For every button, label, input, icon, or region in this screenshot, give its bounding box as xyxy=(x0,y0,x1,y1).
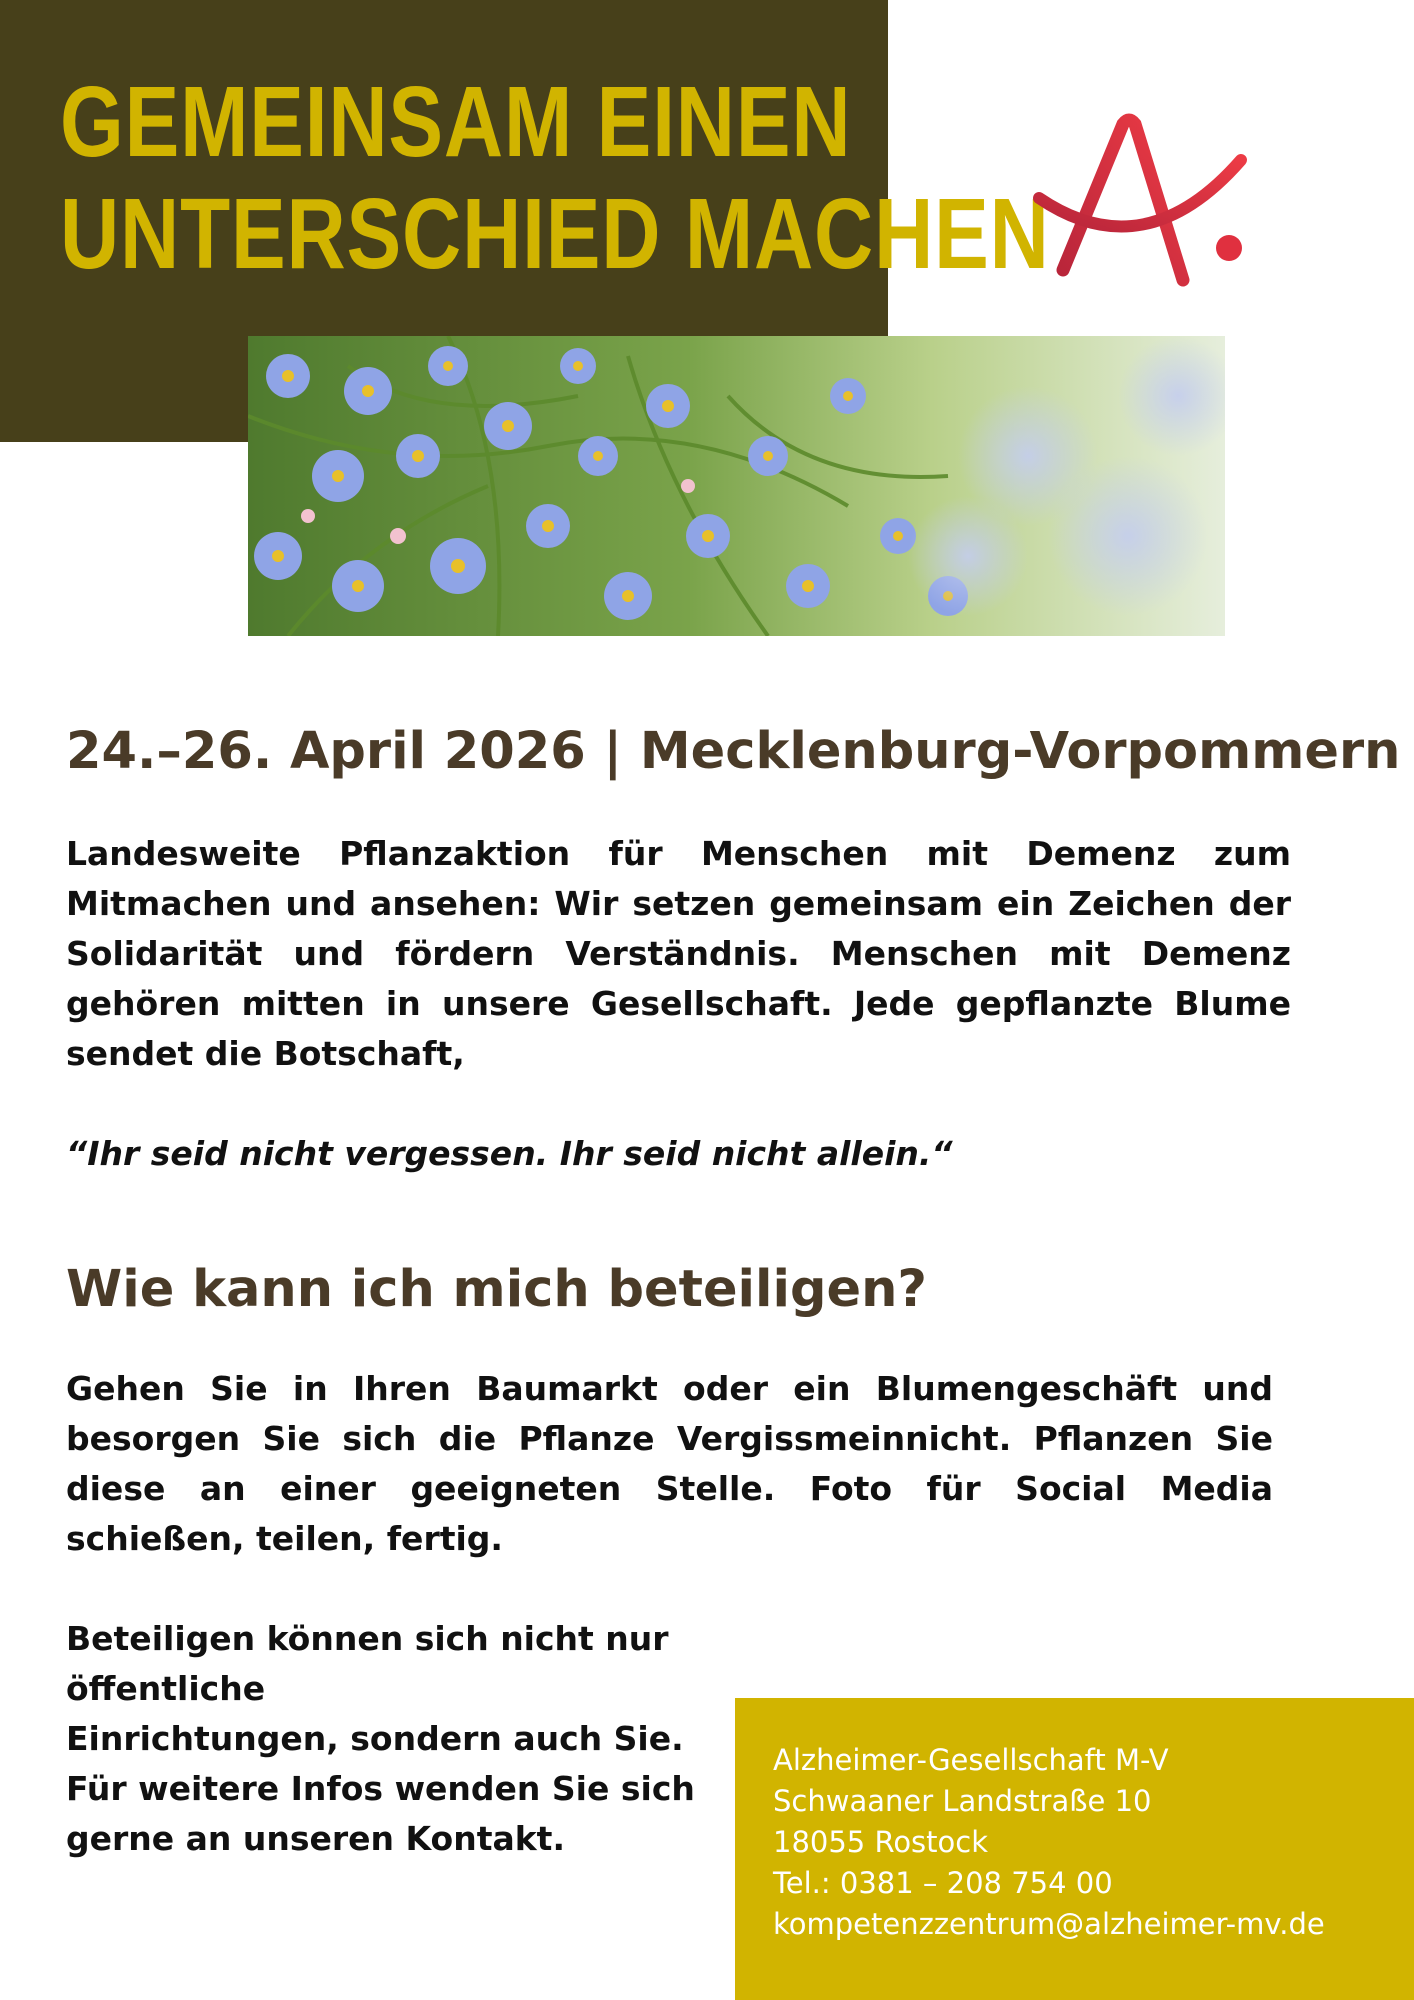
participate-heading: Wie kann ich mich beteiligen? xyxy=(66,1260,927,1319)
contact-phone[interactable]: Tel.: 0381 – 208 754 00 xyxy=(773,1866,1113,1900)
forget-me-not-photo xyxy=(248,336,1225,636)
title-line-1: GEMEINSAM EINEN xyxy=(60,66,852,178)
contact-box xyxy=(735,1698,1414,2000)
event-date-location: 24.–26. April 2026 | Mecklenburg-Vorpommern xyxy=(66,722,1401,781)
info-line-2: gerne an unseren Kontakt. xyxy=(66,1819,565,1858)
contact-email-link[interactable]: kompetenzzentrum@alzheimer-mv.de xyxy=(773,1907,1325,1941)
intro-paragraph: Landesweite Pflanzaktion für Menschen mit Demenz zum Mitmachen und ansehen: Wir setzen gemeinsam ein Zeichen der Solidarität und fördern Verständnis. Menschen mit Demenz gehören mitten in unsere Gesellschaft. Jede gepflanzte Blume sendet die Botschaft, xyxy=(66,834,1291,1073)
intro-quote: “Ihr seid nicht vergessen. Ihr seid nicht allein.“ xyxy=(66,1134,953,1173)
contact-organization: Alzheimer-Gesellschaft M-V xyxy=(773,1743,1169,1777)
title-line-2: UNTERSCHIED MACHEN xyxy=(60,178,1050,290)
alzheimer-logo-icon xyxy=(1025,110,1255,300)
institutions-line-1: Beteiligen können sich nicht nur öffentliche xyxy=(66,1619,669,1708)
contact-street: Schwaaner Landstraße 10 xyxy=(773,1784,1152,1818)
info-paragraph xyxy=(66,1764,706,1864)
info-line-1: Für weitere Infos wenden Sie sich xyxy=(66,1769,695,1808)
institutions-line-2: Einrichtungen, sondern auch Sie. xyxy=(66,1719,684,1758)
contact-city: 18055 Rostock xyxy=(773,1825,989,1859)
participate-paragraph: Gehen Sie in Ihren Baumarkt oder ein Blumengeschäft und besorgen Sie sich die Pflanze Vergissmeinnicht. Pflanzen Sie diese an einer geeigneten Stelle. Foto für Social Media schießen, teilen, fertig. xyxy=(66,1369,1273,1558)
